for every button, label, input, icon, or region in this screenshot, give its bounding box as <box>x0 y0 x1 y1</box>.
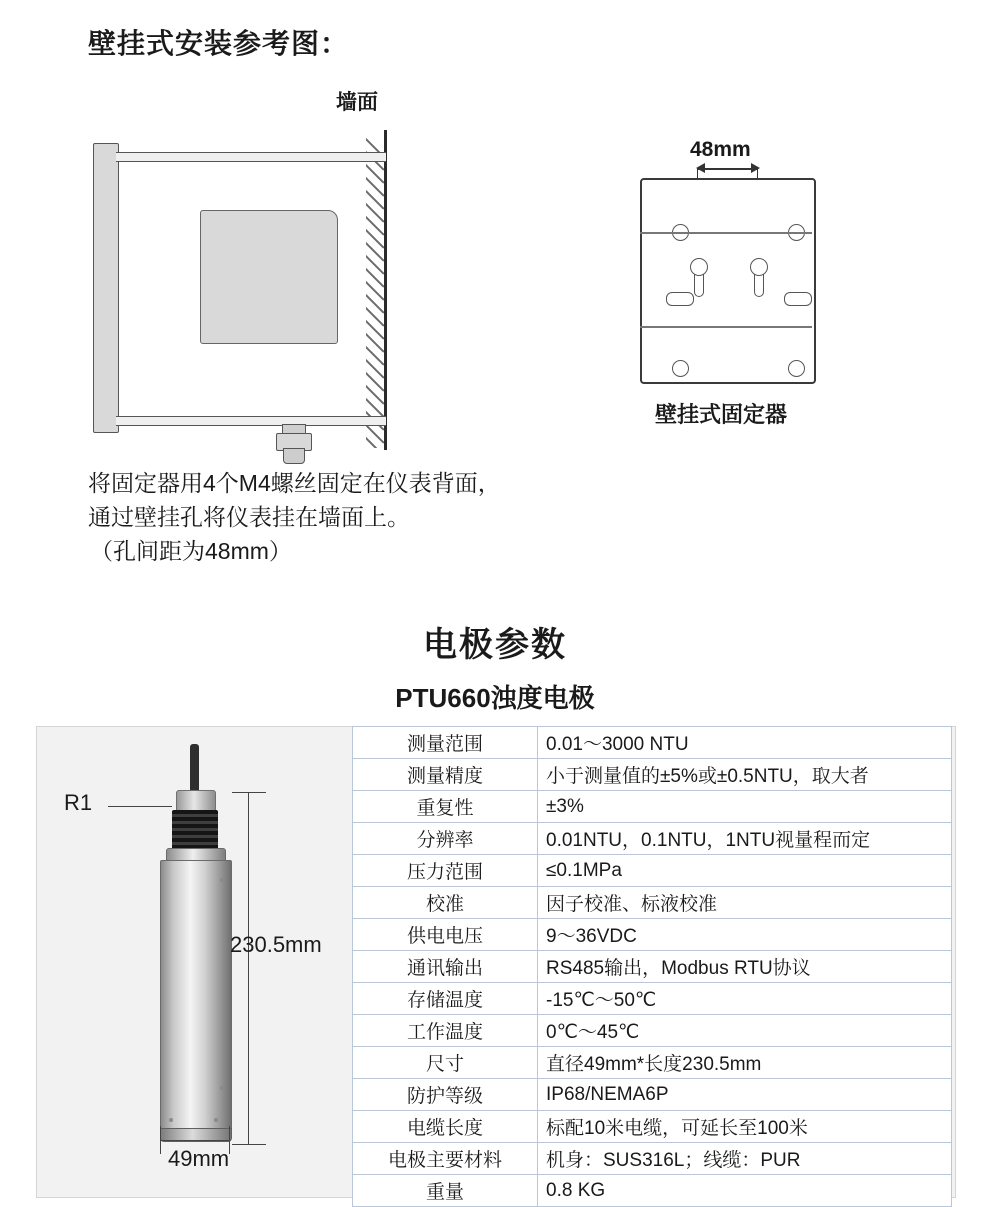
keyhole-slot <box>750 258 766 298</box>
spec-value: 标配10米电缆，可延长至100米 <box>538 1111 952 1143</box>
meter-front-face <box>93 143 119 433</box>
description-line-3: （孔间距为48mm） <box>90 538 292 564</box>
electrode-params-title: 电极参数 <box>423 626 567 664</box>
probe-detail-dot <box>220 878 224 882</box>
bracket-plate <box>640 178 816 384</box>
table-row <box>353 951 952 983</box>
probe-diameter-dimension-line <box>160 1140 230 1141</box>
probe-barrel <box>160 860 232 1132</box>
wall-mount-description <box>88 466 501 568</box>
table-row <box>353 1047 952 1079</box>
probe-diameter-tick-right <box>229 1126 230 1154</box>
spec-key: 校准 <box>353 887 538 919</box>
bracket-rail-bottom <box>116 416 386 426</box>
wall-mount-side-view-diagram <box>80 130 420 460</box>
spec-value: 0.01NTU，0.1NTU，1NTU视量程而定 <box>538 823 952 855</box>
description-line-1: 将固定器用4个M4螺丝固定在仪表背面， <box>88 470 501 496</box>
probe-r1-label: R1 <box>64 790 93 815</box>
bracket-caption: 壁挂式固定器 <box>655 402 788 427</box>
probe-r1-leader-line <box>108 806 172 807</box>
spec-key: 尺寸 <box>353 1047 538 1079</box>
spec-key: 重复性 <box>353 791 538 823</box>
wall-hatching <box>366 132 386 448</box>
screw-hole <box>788 360 805 377</box>
table-row <box>353 823 952 855</box>
table-row <box>353 1175 952 1207</box>
meter-body <box>200 210 338 344</box>
spec-value: 0.01～3000 NTU <box>538 727 952 759</box>
spec-value: 小于测量值的±5%或±0.5NTU，取大者 <box>538 759 952 791</box>
probe-detail-dot <box>220 1086 224 1090</box>
table-row <box>353 887 952 919</box>
spec-key: 工作温度 <box>353 1015 538 1047</box>
plate-fold-line <box>640 326 812 328</box>
probe-length-label: 230.5mm <box>230 932 322 957</box>
table-row <box>353 983 952 1015</box>
table-row <box>353 759 952 791</box>
probe-detail-dot <box>169 1118 173 1122</box>
plate-fold-line <box>640 232 812 234</box>
keyhole-slot-circle <box>690 258 708 276</box>
electrode-spec-table <box>352 726 952 1207</box>
spec-key: 压力范围 <box>353 855 538 887</box>
table-row <box>353 1015 952 1047</box>
wall-label: 墙面 <box>336 91 378 114</box>
keyhole-slot <box>690 258 706 298</box>
spec-value: IP68/NEMA6P <box>538 1079 952 1111</box>
probe-detail-dot <box>214 1118 218 1122</box>
table-row <box>353 1111 952 1143</box>
table-row <box>353 791 952 823</box>
description-line-2: 通过壁挂孔将仪表挂在墙面上。 <box>88 504 410 530</box>
table-row <box>353 1079 952 1111</box>
spec-value: 因子校准、标液校准 <box>538 887 952 919</box>
screw-hole <box>672 360 689 377</box>
spec-key: 防护等级 <box>353 1079 538 1111</box>
spec-value: 直径49mm*长度230.5mm <box>538 1047 952 1079</box>
spec-key: 分辨率 <box>353 823 538 855</box>
probe-length-tick-top <box>232 792 266 793</box>
spec-key: 测量精度 <box>353 759 538 791</box>
probe-cable <box>190 744 199 796</box>
spec-key: 电极主要材料 <box>353 1143 538 1175</box>
probe-length-dimension-line <box>248 792 249 1144</box>
probe-diameter-label: 49mm <box>168 1146 230 1171</box>
spec-value: ±3% <box>538 791 952 823</box>
spec-key: 测量范围 <box>353 727 538 759</box>
keyhole-slot-circle <box>750 258 768 276</box>
bracket-hole-spacing-label: 48mm <box>690 138 751 161</box>
wall-mount-section-title: 壁挂式安装参考图： <box>88 28 350 59</box>
spec-value: 机身：SUS316L；线缆：PUR <box>538 1143 952 1175</box>
cable-gland-tip <box>283 448 305 464</box>
spec-key: 电缆长度 <box>353 1111 538 1143</box>
spec-value: 0℃～45℃ <box>538 1015 952 1047</box>
spec-value: 9～36VDC <box>538 919 952 951</box>
spec-key: 存储温度 <box>353 983 538 1015</box>
table-row <box>353 855 952 887</box>
spec-value: RS485输出，Modbus RTU协议 <box>538 951 952 983</box>
table-row <box>353 919 952 951</box>
spec-value: 0.8 KG <box>538 1175 952 1207</box>
spec-key: 通讯输出 <box>353 951 538 983</box>
table-row <box>353 1143 952 1175</box>
electrode-model-subtitle: PTU660浊度电极 <box>395 683 595 713</box>
spec-key: 供电电压 <box>353 919 538 951</box>
dimension-line <box>698 168 758 170</box>
probe-diameter-tick-left <box>160 1126 161 1154</box>
wall-line <box>384 130 387 450</box>
probe-thread <box>172 810 218 850</box>
spec-value: -15℃～50℃ <box>538 983 952 1015</box>
spec-key: 重量 <box>353 1175 538 1207</box>
probe-illustration <box>36 726 336 1196</box>
bracket-slot <box>784 292 812 306</box>
wall-bracket-plate-diagram <box>630 138 850 390</box>
probe-length-tick-bottom <box>232 1144 266 1145</box>
table-row <box>353 727 952 759</box>
bracket-rail-top <box>116 152 386 162</box>
spec-value: ≤0.1MPa <box>538 855 952 887</box>
dimension-arrow-right <box>751 163 760 173</box>
